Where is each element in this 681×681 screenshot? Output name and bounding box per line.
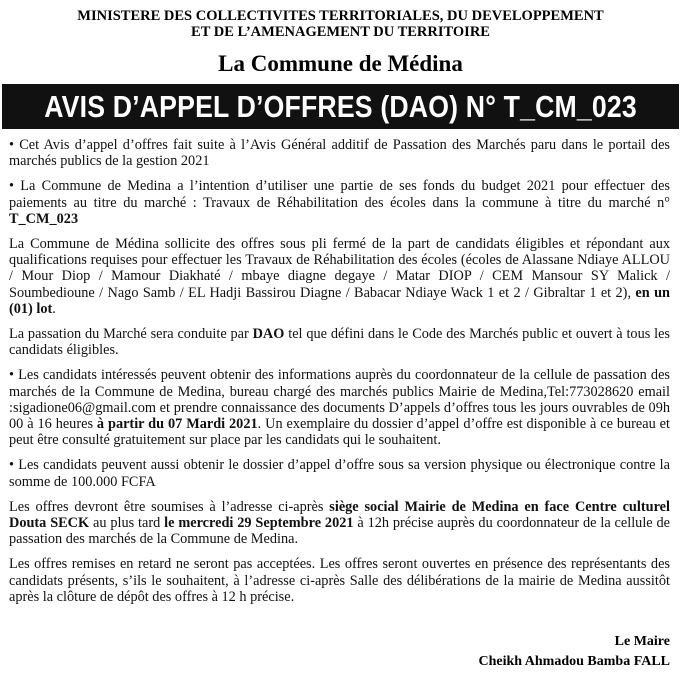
- submission-deadline: le mercredi 29 Septembre 2021: [164, 515, 354, 532]
- procedure-type: DAO: [252, 326, 285, 343]
- paragraph-6: • Les candidats peuvent aussi obtenir le dossier d’appel d’offre sous sa version physique ou électronique contre la somme de 100.000 FCFA: [9, 457, 670, 490]
- paragraph-7: Les offres devront être soumises à l’adresse ci-après siège social Mairie de Medina en face Centre culturel Douta SECK au plus tard le mercredi 29 Septembre 2021 à 12h précise auprès du coordonnateur de la cellule de passation des marchés de la Commune de Medina.: [9, 498, 671, 548]
- title-banner: [2, 84, 679, 129]
- availability-date: à partir du 07 Mardi 2021: [96, 416, 258, 433]
- paragraph-5: • Les candidats intéressés peuvent obtenir des informations auprès du coordonnateur de la cellule de passation des marchés de la Commune de Medina, bureau chargé des marchés publics Mairie de Medina,Tel:773028620 email :sigadione06@gmail.com et prendre connaissance des documents D’appels d’offres tous les jours ouvrables de 09h 00 à 16 heures à partir du 07 Mardi 2021. Un exemplaire du dossier d’appel d’offre est disponible à ce bureau et peut être consulté gratuitement sur place par les candidats qui le souhaitent.: [9, 367, 670, 449]
- signature-block: [478, 632, 670, 672]
- paragraph-4: La passation du Marché sera conduite par DAO tel que défini dans le Code des Marchés public et ouvert à tous les candidats éligibles.: [9, 326, 670, 359]
- paragraph-1: • Cet Avis d’appel d’offres fait suite à l’Avis Général additif de Passation des Marchés paru dans le portail des marchés publics de la gestion 2021: [9, 137, 670, 170]
- signature-name: Cheikh Ahmadou Bamba FALL: [478, 654, 670, 669]
- ministry-line-2: ET DE L’AMENAGEMENT DU TERRITOIRE: [191, 24, 490, 40]
- paragraph-3: La Commune de Médina sollicite des offres sous pli fermé de la part de candidats éligibles et répondant aux qualifications requises pour effectuer les Travaux de Réhabilitation des écoles (écoles de Alassane Ndiaye ALLOU / Mour Diop / Mamour Diakhaté / mbaye diagne degaye / Matar DIOP / CEM Mansour SY Malick / Soumbedioune / Nago Samb / EL Hadji Bassirou Diagne / Babacar Ndiaye Wack 1 et 2 / Gibraltar 1 et 2), en un (01) lot.: [9, 236, 670, 317]
- tender-number: T_CM_023: [9, 210, 79, 227]
- submission-address: siège social Mairie de Medina en face Centre culturel Douta SECK: [9, 498, 670, 532]
- ministry-header: [0, 8, 681, 40]
- ministry-line-1: MINISTERE DES COLLECTIVITES TERRITORIALES, DU DEVELOPPEMENT: [77, 8, 604, 24]
- paragraph-8: Les offres remises en retard ne seront pas acceptées. Les offres seront ouvertes en présence des représentants des candidats présents, s’ils le souhaitent, à l’adresse ci-après Salle des délibérations de la mairie de Medina aussitôt après la clôture de dépôt des offres à 12 h précise.: [9, 556, 670, 605]
- notice-title: AVIS D’APPEL D’OFFRES (DAO) N° T_CM_023: [44, 88, 637, 124]
- signature-role: Le Maire: [614, 634, 670, 649]
- notice-body: [9, 137, 670, 614]
- lot-count: en un (01) lot: [9, 284, 670, 317]
- commune-name: La Commune de Médina: [218, 51, 463, 76]
- paragraph-2: • La Commune de Medina a l’intention d’utiliser une partie de ses fonds du budget 2021 pour effectuer des paiements au titre du marché : Travaux de Réhabilitation des écoles dans la commune à titre du marché n° T_CM_023: [9, 178, 670, 227]
